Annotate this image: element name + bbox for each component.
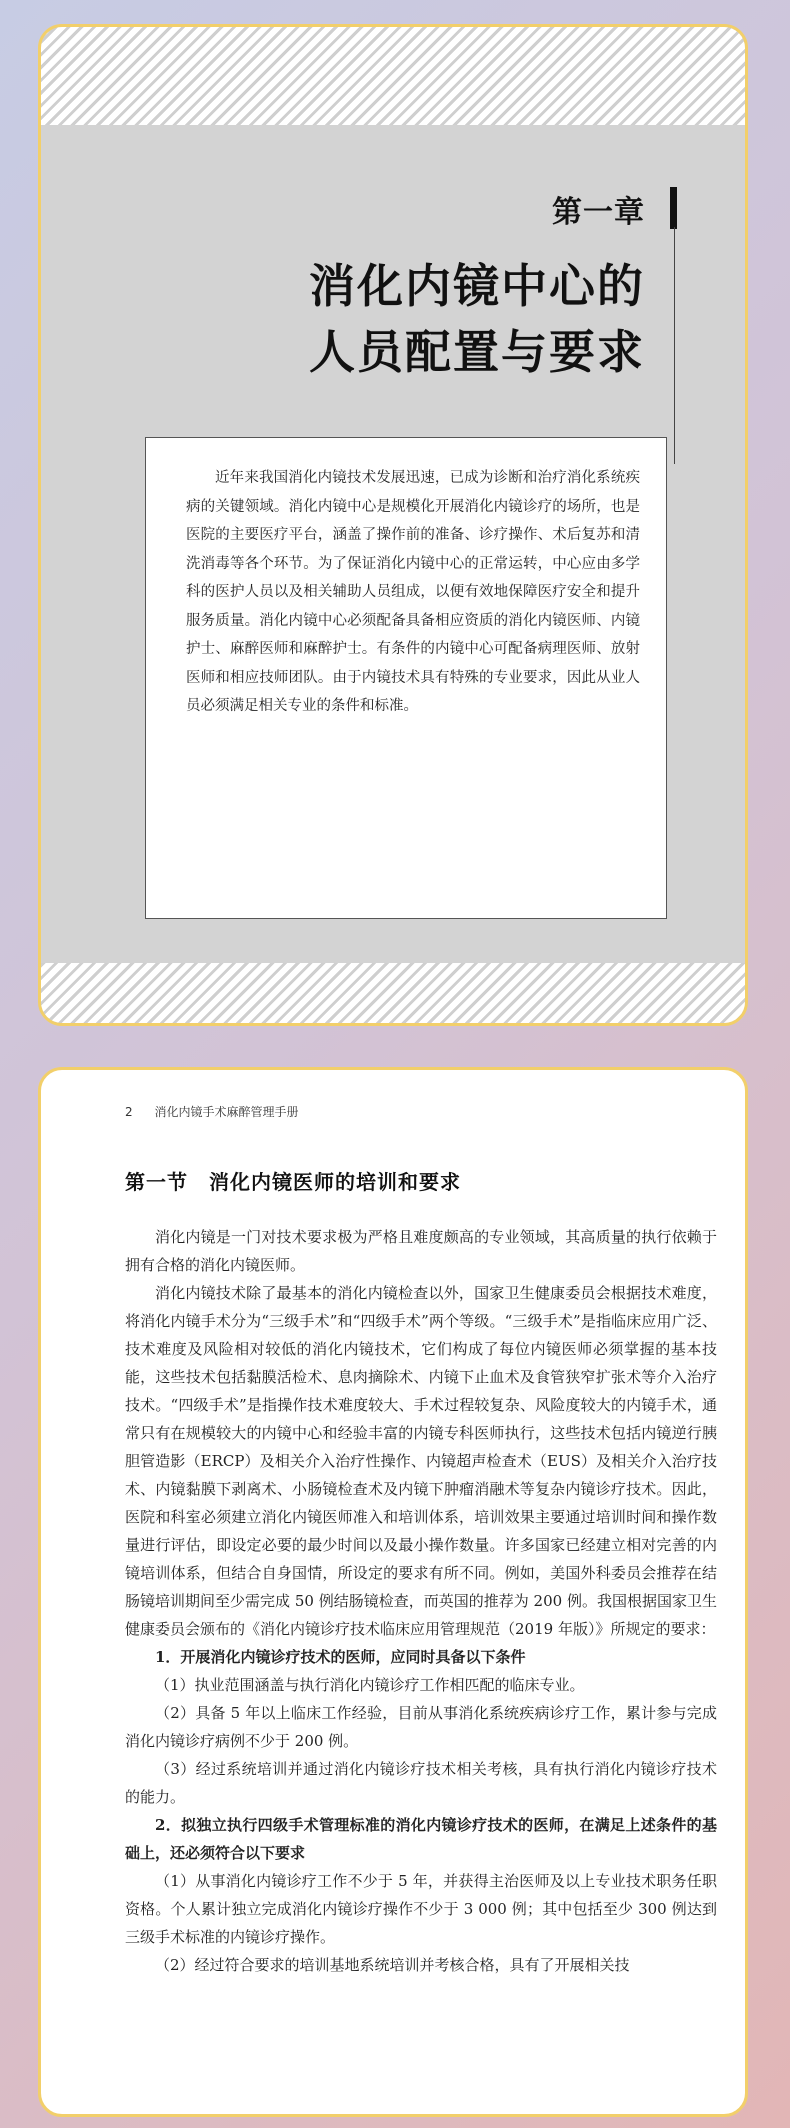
chapter-page-card (38, 24, 748, 1026)
list-item: （3）经过系统培训并通过消化内镜诊疗技术相关考核，具有执行消化内镜诊疗技术的能力。 (125, 1760, 717, 1806)
chapter-title-line-1: 消化内镜中心的 (309, 259, 645, 313)
chapter-title (309, 253, 645, 385)
chapter-accent-bar (670, 187, 677, 229)
section-title: 第一节 消化内镜医师的培训和要求 (125, 1170, 461, 1194)
list-item: （2）经过符合要求的培训基地系统培训并考核合格，具有了开展相关技 (155, 1956, 630, 1974)
running-head-title: 消化内镜手术麻醉管理手册 (154, 1105, 299, 1119)
page-number: 2 (125, 1105, 133, 1119)
chapter-label: 第一章 (552, 195, 645, 230)
chapter-divider-line (674, 227, 675, 464)
chapter-intro-text: 近年来我国消化内镜技术发展迅速，已成为诊断和治疗消化系统疾病的关键领域。消化内镜中心是规模化开展消化内镜诊疗的场所，也是医院的主要医疗平台，涵盖了操作前的准备、诊疗操作、术后复苏和清洗消毒等各个环节。为了保证消化内镜中心的正常运转，中心应由多学科的医护人员以及相关辅助人员组成，以便有效地保障医疗安全和提升服务质量。消化内镜中心必须配备具备相应资质的消化内镜医师、内镜护士、麻醉医师和麻醉护士。有条件的内镜中心可配备病理医师、放射医师和相应技师团队。由于内镜技术具有特殊的专业要求，因此从业人员必须满足相关专业的条件和标准。 (186, 470, 640, 714)
list-item: （2）具备 5 年以上临床工作经验，目前从事消化系统疾病诊疗工作，累计参与完成消化内镜诊疗病例不少于 200 例。 (125, 1704, 717, 1750)
bottom-stripe-band (41, 963, 745, 1023)
paragraph: 消化内镜技术除了最基本的消化内镜检查以外，国家卫生健康委员会根据技术难度，将消化内镜手术分为“三级手术”和“四级手术”两个等级。“三级手术”是指临床应用广泛、技术难度及风险相对较低的消化内镜技术，它们构成了每位内镜医师必须掌握的基本技能，这些技术包括黏膜活检术、息肉摘除术、内镜下止血术及食管狭窄扩张术等介入治疗技术。“四级手术”是指操作技术难度较大、手术过程较复杂、风险度较大的内镜手术，通常只有在规模较大的内镜中心和经验丰富的内镜专科医师执行，这些技术包括内镜逆行胰胆管造影（ERCP）及相关介入治疗性操作、内镜超声检查术（EUS）及相关介入治疗技术、内镜黏膜下剥离术、小肠镜检查术及内镜下肿瘤消融术等复杂内镜诊疗技术。因此，医院和科室必须建立消化内镜医师准入和培训体系，培训效果主要通过培训时间和操作数量进行评估，即设定必要的最少时间以及最小操作数量。许多国家已经建立相对完善的内镜培训体系，但结合自身国情，所设定的要求有所不同。例如，美国外科委员会推荐在结肠镜培训期间至少需完成 50 例结肠镜检查，而英国的推荐为 200 例。我国根据国家卫生健康委员会颁布的《消化内镜诊疗技术临床应用管理规范（2019 年版）》所规定的要求： (125, 1284, 717, 1638)
running-head (125, 1103, 298, 1120)
chapter-intro-box (145, 437, 667, 919)
numbered-heading: 2．拟独立执行四级手术管理标准的消化内镜诊疗技术的医师，在满足上述条件的基础上，还必须符合以下要求 (125, 1816, 717, 1862)
top-stripe-band (41, 27, 745, 125)
list-item: （1）从事消化内镜诊疗工作不少于 5 年，并获得主治医师及以上专业技术职务任职资格。个人累计独立完成消化内镜诊疗操作不少于 3 000 例；其中包括至少 300 例达到三级手术标准的内镜诊疗操作。 (125, 1872, 717, 1946)
body-text (125, 1223, 717, 1979)
text-page-card (38, 1067, 748, 2117)
chapter-title-line-2: 人员配置与要求 (309, 325, 645, 379)
list-item: （1）执业范围涵盖与执行消化内镜诊疗工作相匹配的临床专业。 (155, 1676, 585, 1694)
paragraph: 消化内镜是一门对技术要求极为严格且难度颇高的专业领域，其高质量的执行依赖于拥有合格的消化内镜医师。 (125, 1228, 717, 1274)
numbered-heading: 1．开展消化内镜诊疗技术的医师，应同时具备以下条件 (155, 1648, 526, 1666)
